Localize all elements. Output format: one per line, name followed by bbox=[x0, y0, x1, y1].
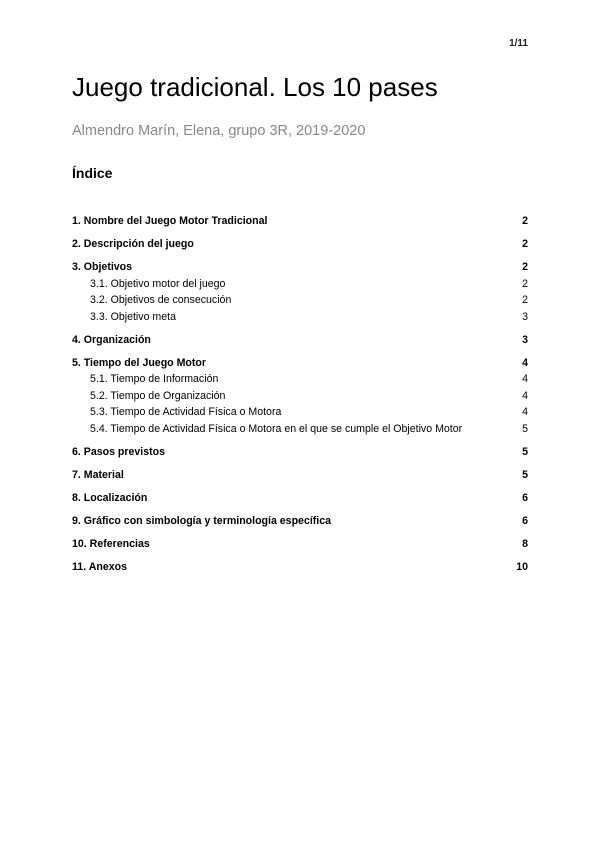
toc-entry-page: 6 bbox=[522, 514, 528, 527]
toc-entry-label: 7. Material bbox=[72, 468, 124, 481]
toc-entry-page: 5 bbox=[522, 445, 528, 458]
page-number: 1/11 bbox=[509, 38, 528, 49]
document-subtitle: Almendro Marín, Elena, grupo 3R, 2019-2020 bbox=[72, 123, 366, 139]
toc-heading: Índice bbox=[72, 165, 113, 181]
toc-entry-label: 1. Nombre del Juego Motor Tradicional bbox=[72, 215, 268, 227]
toc-entry-page: 10 bbox=[516, 560, 528, 573]
table-of-contents bbox=[72, 213, 528, 575]
toc-entry-label: 11. Anexos bbox=[72, 560, 127, 573]
toc-entry[interactable] bbox=[72, 513, 528, 530]
toc-entry-label: 10. Referencias bbox=[72, 537, 150, 550]
toc-entry-page: 4 bbox=[522, 373, 528, 385]
toc-entry[interactable] bbox=[72, 467, 528, 484]
toc-entry-label: 5.2. Tiempo de Organización bbox=[90, 389, 226, 402]
toc-subentry[interactable] bbox=[72, 292, 528, 309]
toc-subentry[interactable] bbox=[72, 421, 528, 438]
toc-entry-label: 4. Organización bbox=[72, 333, 151, 346]
toc-entry-label: 8. Localización bbox=[72, 491, 148, 504]
toc-entry-page: 5 bbox=[522, 468, 528, 481]
toc-subentry[interactable] bbox=[72, 388, 528, 405]
toc-entry-page: 8 bbox=[522, 537, 528, 550]
toc-subentry[interactable] bbox=[72, 276, 528, 293]
toc-entry-page: 2 bbox=[522, 238, 528, 250]
toc-subentry[interactable] bbox=[72, 309, 528, 326]
document-title: Juego tradicional. Los 10 pases bbox=[72, 72, 438, 102]
toc-entry[interactable] bbox=[72, 213, 528, 230]
toc-entry-label: 5. Tiempo del Juego Motor bbox=[72, 356, 207, 369]
toc-entry[interactable] bbox=[72, 332, 528, 349]
toc-entry-page: 4 bbox=[522, 389, 528, 402]
toc-entry-label: 5.4. Tiempo de Actividad Física o Motora en el que se cumple el Objetivo Motor bbox=[90, 422, 463, 435]
toc-entry-page: 2 bbox=[522, 294, 528, 306]
toc-entry[interactable] bbox=[72, 259, 528, 276]
toc-entry-page: 3 bbox=[522, 333, 528, 346]
toc-entry[interactable] bbox=[72, 355, 528, 372]
toc-entry-label: 5.3. Tiempo de Actividad Física o Motora bbox=[90, 406, 282, 418]
toc-entry-label: 9. Gráfico con simbología y terminología específica bbox=[72, 514, 332, 527]
toc-entry-page: 3 bbox=[522, 310, 528, 323]
toc-entry-label: 3.3. Objetivo meta bbox=[90, 310, 176, 323]
toc-entry[interactable] bbox=[72, 559, 528, 576]
toc-entry-page: 6 bbox=[522, 491, 528, 504]
toc-entry[interactable] bbox=[72, 490, 528, 507]
toc-entry-page: 2 bbox=[522, 277, 528, 290]
toc-entry[interactable] bbox=[72, 444, 528, 461]
toc-entry-page: 2 bbox=[522, 215, 528, 227]
toc-entry-label: 3.1. Objetivo motor del juego bbox=[90, 277, 226, 290]
toc-entry-page: 5 bbox=[522, 422, 528, 435]
toc-entry-page: 2 bbox=[522, 261, 528, 273]
toc-entry-label: 5.1. Tiempo de Información bbox=[90, 373, 219, 385]
toc-entry[interactable] bbox=[72, 236, 528, 253]
toc-entry-page: 4 bbox=[522, 406, 528, 418]
toc-entry-label: 3. Objetivos bbox=[72, 261, 133, 273]
toc-subentry[interactable] bbox=[72, 404, 528, 421]
toc-subentry[interactable] bbox=[72, 371, 528, 388]
toc-entry-label: 6. Pasos previstos bbox=[72, 445, 166, 458]
toc-entry-page: 4 bbox=[522, 356, 528, 369]
toc-entry-label: 2. Descripción del juego bbox=[72, 238, 194, 250]
toc-entry[interactable] bbox=[72, 536, 528, 553]
toc-entry-label: 3.2. Objetivos de consecución bbox=[90, 294, 232, 306]
